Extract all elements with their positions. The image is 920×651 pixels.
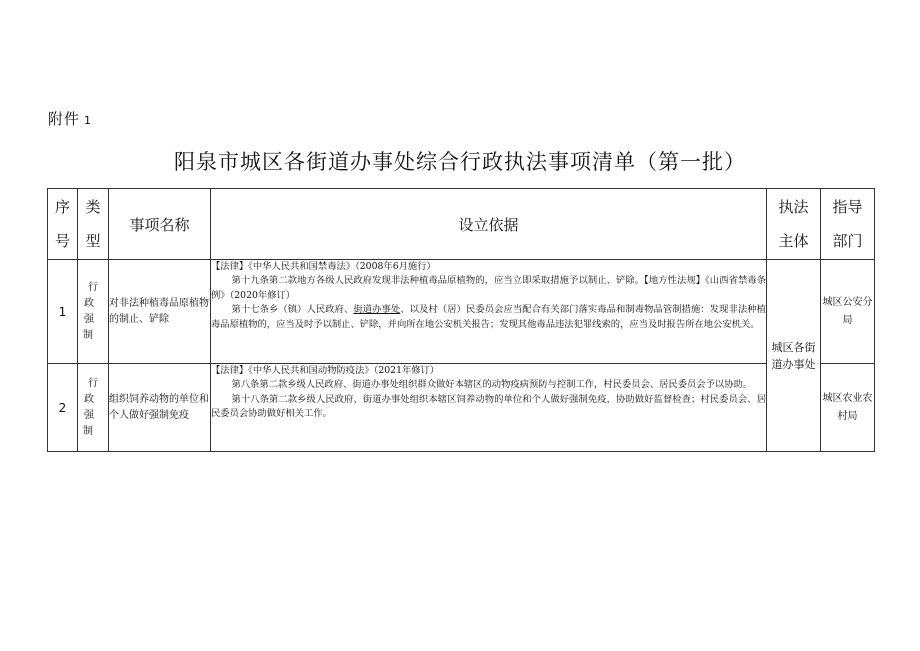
- row-guide-dept: 城区农业农村局: [821, 364, 875, 452]
- table-row: [48, 364, 875, 452]
- table-header-row: [48, 189, 875, 260]
- basis-article: [211, 303, 766, 332]
- basis-text: 、以及村（居）民委员会应当配合有关部门落实毒品和制毒物品管制措施：发现非法种植毒品原植物的，应当及时予以制止、铲除，并向所在地公安机关报告；发现其他毒品违法犯罪线索的，应当及时报告所在地公安机关。: [211, 304, 766, 330]
- header-seq-line2: 号: [54, 232, 70, 250]
- row-type-line1: 行: [88, 377, 98, 389]
- attachment-text: 附件: [48, 110, 81, 128]
- enforcement-items-table: [47, 188, 875, 452]
- row-type-line3: 制: [83, 425, 93, 437]
- row-type-line2: 政 强: [84, 297, 94, 325]
- header-item: 事项名称: [109, 189, 211, 260]
- row-item-name: 组织饲养动物的单位和个人做好强制免疫: [109, 364, 211, 452]
- header-body-line2: 主体: [778, 232, 809, 250]
- row-seq: 1: [48, 260, 78, 364]
- document-title: 阳泉市城区各街道办事处综合行政执法事项清单（第一批）: [174, 150, 746, 174]
- header-body: [767, 189, 821, 260]
- attachment-number: 1: [84, 114, 93, 127]
- basis-law: 【法律】《中华人民共和国禁毒法》（2008年6月施行）: [211, 261, 436, 272]
- basis-law: 【法律】《中华人民共和国动物防疫法》（2021年修订）: [211, 365, 440, 376]
- header-body-line1: 执法: [778, 198, 809, 216]
- basis-article: 第十九条第二款地方各级人民政府发现非法种植毒品原植物的，应当立即采取措施予以制止、铲除。【地方性法规】《山西省禁毒条例》（2020年修订）: [211, 275, 766, 301]
- header-seq-line1: 序: [54, 198, 70, 216]
- row-basis: [211, 364, 767, 452]
- basis-article: 第八条第二款乡级人民政府、街道办事处组织群众做好本辖区的动物疫病预防与控制工作，村民委员会、居民委员会予以协助。: [231, 379, 753, 391]
- table-row: [48, 260, 875, 364]
- attachment-label: [48, 108, 92, 129]
- row-type: [78, 260, 109, 364]
- header-type-line2: 型: [85, 232, 101, 250]
- row-item-name: 对非法种植毒品原植物的制止、铲除: [109, 260, 211, 364]
- header-seq: [48, 189, 78, 260]
- header-guide-line1: 指导: [832, 198, 863, 216]
- header-basis: 设立依据: [211, 189, 767, 260]
- row-basis: [211, 260, 767, 364]
- basis-text: 第十七条乡（镇）人民政府、: [231, 304, 354, 316]
- header-guide: [821, 189, 875, 260]
- row-guide-dept: 城区公安分局: [821, 260, 875, 364]
- header-type-line1: 类: [85, 198, 101, 216]
- basis-article: 第十八条第二款乡级人民政府、街道办事处组织本辖区饲养动物的单位和个人做好强制免疫，协助做好监督检查；村民委员会、居民委员会协助做好相关工作。: [211, 393, 766, 420]
- row-type: [78, 364, 109, 452]
- row-enforcement-body: 城区各街道办事处: [767, 260, 821, 452]
- basis-underlined-text: 街道办事处: [353, 304, 401, 316]
- row-type-line3: 制: [83, 329, 93, 341]
- row-type-line1: 行: [88, 281, 98, 293]
- row-type-line2: 政 强: [84, 393, 94, 421]
- header-type: [78, 189, 109, 260]
- row-seq: 2: [48, 364, 78, 452]
- header-guide-line2: 部门: [832, 232, 863, 250]
